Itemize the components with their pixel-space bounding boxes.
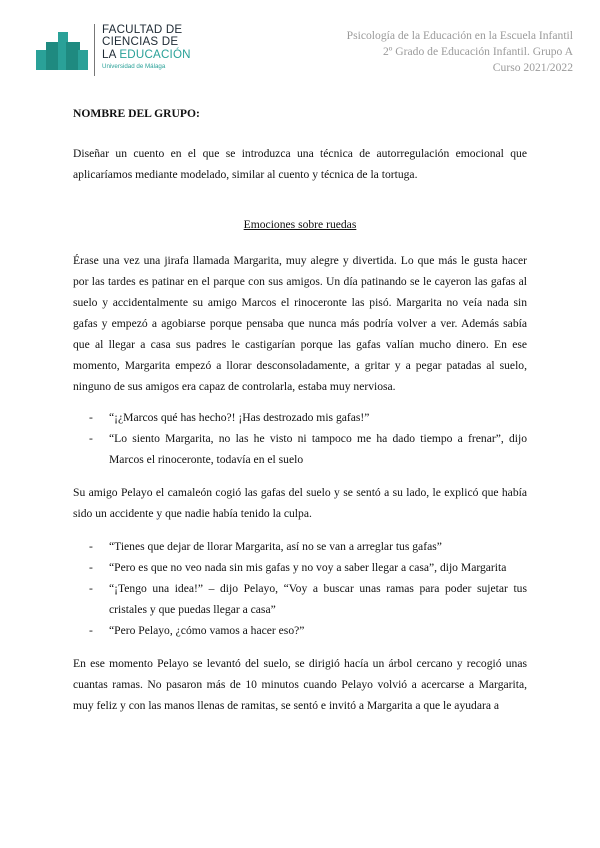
logo-divider [94,24,95,76]
dialogue-line [73,536,527,557]
course-grade: 2º Grado de Educación Infantil. Grupo A [382,45,573,58]
dialogue-list-1 [73,407,527,470]
story-paragraph-2: Su amigo Pelayo el camaleón cogió las gafas del suelo y se sentó a su lado, le explicó que había sido un accidente y que nadie había tenido la culpa. [73,486,527,520]
course-subject: Psicología de la Educación en la Escuela Infantil [346,29,573,42]
dialogue-list-2 [73,536,527,641]
logo-line-3-prefix: LA [102,47,120,61]
course-header [347,28,573,76]
logo-line-2: CIENCIAS DE [102,35,179,49]
dash-bullet: - [89,624,93,637]
dash-bullet: - [89,582,93,595]
dash-bullet: - [89,432,93,445]
document-body [73,106,527,716]
dialogue-line [73,557,527,578]
faculty-logo-icon [36,28,88,72]
logo-line-1: FACULTAD DE [102,23,183,36]
logo-line-3-accent: EDUCACIÓN [119,47,191,61]
logo-line-3 [102,49,191,61]
dialogue-line [73,620,527,641]
dialogue-text: “Lo siento Margarita, no las he visto ni tampoco me ha dado tiempo a frenar”, dijo Marcos el rinoceronte, todavía en el suelo [109,432,527,466]
dialogue-line [73,428,527,470]
dash-bullet: - [89,411,93,424]
dialogue-line [73,407,527,428]
group-heading: NOMBRE DEL GRUPO: [73,107,200,120]
story-title: Emociones sobre ruedas [243,218,357,231]
dash-bullet: - [89,540,93,553]
story-paragraph-3: En ese momento Pelayo se levantó del suelo, se dirigió hacía un árbol cercano y recogió unas cuantas ramas. No pasaron más de 10 minutos cuando Pelayo volvió a acercarse a Margarita, muy feliz y con las manos llenas de ramitas, se sentó e invitó a Margarita a que le ayudara a [73,657,527,712]
course-year: Curso 2021/2022 [492,61,573,74]
faculty-logo [36,24,196,78]
logo-text [102,24,191,70]
task-statement: Diseñar un cuento en el que se introduzca una técnica de autorregulación emocional que aplicaríamos mediante modelado, similar al cuento y técnica de la tortuga. [73,147,527,181]
dialogue-line [73,578,527,620]
dialogue-text: “Tienes que dejar de llorar Margarita, así no se van a arreglar tus gafas” [109,540,442,553]
dialogue-text: “Pero Pelayo, ¿cómo vamos a hacer eso?” [109,624,305,637]
dialogue-text: “¡¿Marcos qué has hecho?! ¡Has destrozado mis gafas!” [109,411,370,424]
dialogue-text: “¡Tengo una idea!” – dijo Pelayo, “Voy a buscar unas ramas para poder sujetar tus cristales y que puedas llegar a casa” [109,582,527,616]
dialogue-text: “Pero es que no veo nada sin mis gafas y no voy a saber llegar a casa”, dijo Margarita [109,561,507,574]
university-name: Universidad de Málaga [102,63,166,71]
story-paragraph-1: Érase una vez una jirafa llamada Margarita, muy alegre y divertida. Lo que más le gusta hacer por las tardes es patinar en el parque con sus amigos. Un día patinando se le cayeron las gafas al suelo y accidentalmente su amigo Marcos el rinoceronte las pisó. Margarita no veía nada sin gafas y empezó a agobiarse porque pensaba que nunca más podría volver a ver. Además sabía que al llegar a casa sus padres le castigarían porque las gafas valían mucho dinero. En ese momento, Margarita empezó a llorar desconsoladamente, a gritar y a pegar patadas al suelo, ninguno de sus amigos era capaz de controlarla, estaba muy nerviosa. [73,254,527,393]
dash-bullet: - [89,561,93,574]
